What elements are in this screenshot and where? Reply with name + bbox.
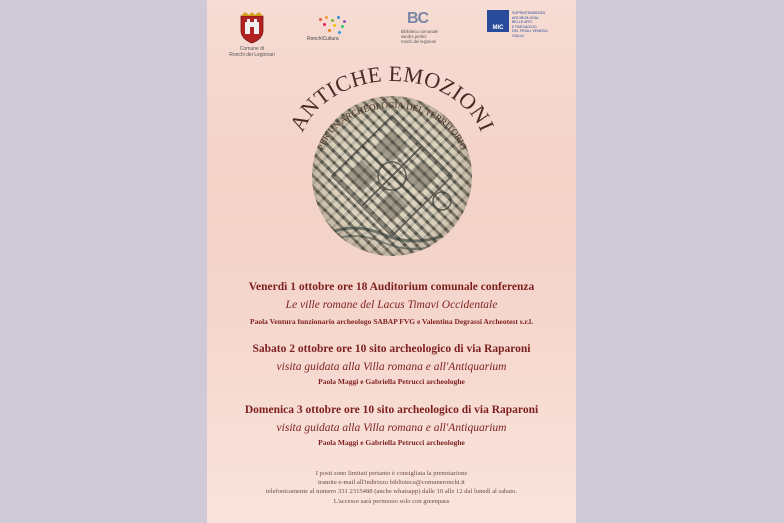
svg-text:PER UN'ARCHEOLOGIA DEL TERRITO <box>315 100 469 152</box>
biblioteca-text <box>401 29 467 44</box>
title-arc <box>277 58 507 178</box>
event-3-guides: Paola Maggi e Gabriella Petrucci archeologhe <box>318 438 465 447</box>
event-1-heading: Venerdì 1 ottobre ore 18 Auditorium comunale conferenza <box>248 281 535 293</box>
mic-line2: ARCHEOLOGIA <box>512 15 539 20</box>
comune-line2: Ronchi dei Legionari <box>229 52 275 58</box>
event-3-title: visita guidata alla Villa romana e all'Antiquarium <box>276 422 507 434</box>
comune-crest-logo <box>238 12 266 44</box>
dots-icon <box>313 14 353 36</box>
info-line-1: I posti sono limitati pertanto è consigliata la prenotazione <box>315 470 468 477</box>
info-line-4: L'accesso sarà permesso solo con greenpass <box>333 498 450 505</box>
mic-line4: E PAESAGGIO <box>512 24 537 29</box>
ronchi-cultura-text: RonchiCultura <box>307 36 339 42</box>
biblioteca-mark: BC <box>407 10 429 27</box>
event-2-guides: Paola Maggi e Gabriella Petrucci archeologhe <box>318 377 465 386</box>
comune-logo-text <box>221 46 283 58</box>
event-2-heading: Sabato 2 ottobre ore 10 sito archeologico di via Raparoni <box>252 343 531 355</box>
event-poster <box>207 0 576 523</box>
mic-line1: SOPRINTENDENZA <box>512 11 546 15</box>
event-1-speakers: Paola Ventura funzionario archeologo SABAP FVG e Valentina Degrassi Archeotest s.r.l. <box>250 317 533 326</box>
mic-line5: DEL FRIULI VENEZIA GIULIA <box>512 29 548 38</box>
mic-line3: BELLE ARTI <box>512 20 533 24</box>
biblioteca-line3: ronchi dei legionari <box>401 39 437 44</box>
event-3-heading: Domenica 3 ottobre ore 10 sito archeologico di via Raparoni <box>244 404 539 416</box>
event-1-title: Le ville romane del Lacus Timavi Occidentale <box>285 299 498 311</box>
info-line-3: telefonicamente al numero 331 2315488 (anche whatsapp) dalle 10 alle 12 dal lunedì al sabato. <box>265 488 518 495</box>
mic-text <box>512 11 558 38</box>
poster-title: ANTICHE EMOZIONI <box>284 60 500 136</box>
biblioteca-line1: biblioteca comunale <box>401 29 439 34</box>
event-2-title: visita guidata alla Villa romana e all'Antiquarium <box>276 361 507 373</box>
info-line-2: tramite e-mail all'indirizzo biblioteca@comuneronchi.it <box>318 479 465 486</box>
poster-subtitle: PER UN'ARCHEOLOGIA DEL TERRITORIO <box>315 99 469 152</box>
biblioteca-logo <box>401 10 461 46</box>
mic-logo <box>487 10 557 36</box>
comune-line1: Comune di <box>239 46 265 52</box>
svg-text:ANTICHE EMOZIONI <box>285 61 500 135</box>
biblioteca-line2: sandro pertini <box>401 34 427 39</box>
mic-badge: MIC <box>487 10 509 32</box>
ronchi-cultura-logo <box>305 14 365 44</box>
